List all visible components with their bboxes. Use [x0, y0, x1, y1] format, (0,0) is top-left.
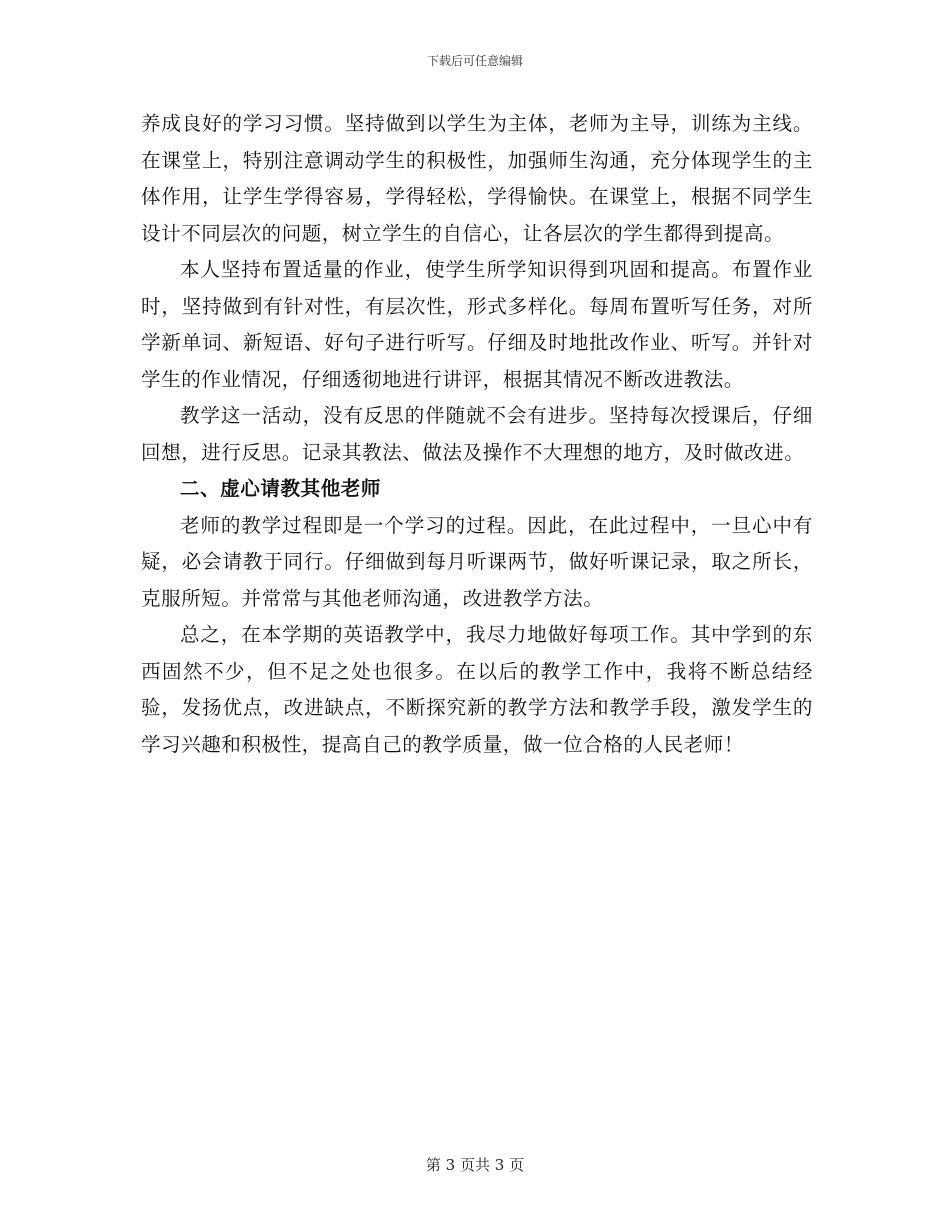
paragraph-summary: 总之，在本学期的英语教学中，我尽力地做好每项工作。其中学到的东西固然不少，但不足之处也很多。在以后的教学工作中，我将不断总结经验，发扬优点，改进缺点，不断探究新的教学方法和教学手段，激发学生的学习兴趣和积极性，提高自己的教学质量，做一位合格的人民老师！ [141, 623, 813, 756]
paragraph-consult-teachers: 老师的教学过程即是一个学习的过程。因此，在此过程中，一旦心中有疑，必会请教于同行。仔细做到每月听课两节，做好听课记录，取之所长，克服所短。并常常与其他老师沟通，改进教学方法。 [141, 513, 813, 610]
document-body [141, 106, 813, 763]
section-heading: 二、虚心请教其他老师 [180, 477, 382, 500]
paragraph-continuation: 养成良好的学习习惯。坚持做到以学生为主体，老师为主导，训练为主线。在课堂上，特别注意调动学生的积极性，加强师生沟通，充分体现学生的主体作用，让学生学得容易，学得轻松，学得愉快。在课堂上，根据不同学生设计不同层次的问题，树立学生的自信心，让各层次的学生都得到提高。 [141, 112, 813, 245]
page-number: 第 3 页共 3 页 [425, 1156, 525, 1174]
page-header: 下载后可任意编辑 [426, 54, 523, 68]
paragraph-reflection: 教学这一活动，没有反思的伴随就不会有进步。坚持每次授课后，仔细回想，进行反思。记录其教法、做法及操作不大理想的地方，及时做改进。 [141, 404, 813, 464]
paragraph-homework: 本人坚持布置适量的作业，使学生所学知识得到巩固和提高。布置作业时，坚持做到有针对性，有层次性，形式多样化。每周布置听写任务，对所学新单词、新短语、好句子进行听写。仔细及时地批改作业、听写。并针对学生的作业情况，仔细透彻地进行讲评，根据其情况不断改进教法。 [141, 258, 813, 391]
